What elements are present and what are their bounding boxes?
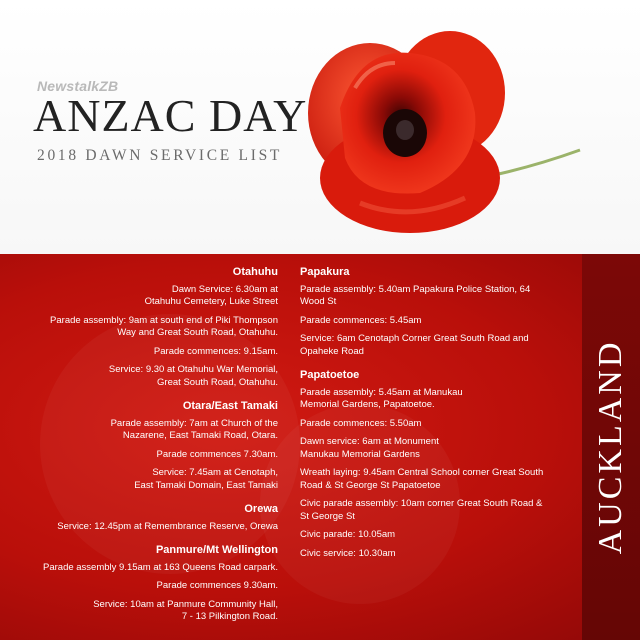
service-line: Parade commences 9.30am. <box>156 580 278 591</box>
poppy-image <box>300 18 600 254</box>
page-title: ANZAC DAY <box>33 90 308 141</box>
service-line: Service: 9.30 at Otahuhu War Memorial, Great South Road, Otahuhu. <box>108 364 278 388</box>
service-line: Parade commences: 5.45am <box>300 314 422 326</box>
page-subtitle: 2018 DAWN SERVICE LIST <box>37 147 283 164</box>
service-line: Dawn Service: 6.30am at Otahuhu Cemetery, Luke Street <box>144 283 278 307</box>
service-line: Parade assembly: 5.45am at Manukau Memorial Gardens, Papatoetoe. <box>300 386 463 410</box>
service-line: Service: 6am Cenotaph Corner Great South Road and Opaheke Road <box>300 333 529 357</box>
service-line: Parade assembly: 5.40am Papakura Police Station, 64 Wood St <box>300 283 531 307</box>
service-line: Service: 10am at Panmure Community Hall, 7 - 13 Pilkington Road. <box>93 598 278 622</box>
section-title-orewa: Orewa <box>244 503 278 515</box>
service-line: Service: 12.45pm at Remembrance Reserve, Orewa <box>57 520 278 532</box>
brand-logo: NewstalkZB <box>37 78 119 94</box>
service-line: Parade commences 7.30am. <box>156 448 278 460</box>
header <box>0 0 640 254</box>
section-title-otahuhu: Otahuhu <box>232 266 278 278</box>
section-title-papatoetoe: Papatoetoe <box>300 369 360 381</box>
service-line: Parade assembly 9.15am at 163 Queens Road carpark. <box>43 561 278 573</box>
left-column <box>22 266 278 630</box>
service-line: Parade assembly: 9am at south end of Piki Thompson Way and Great South Road, Otahuhu. <box>50 314 278 338</box>
region-label: AUCKLAND <box>592 339 629 555</box>
service-list-panel <box>0 254 640 640</box>
service-line: Service: 7.45am at Cenotaph, East Tamaki Domain, East Tamaki <box>134 467 278 491</box>
service-line: Civic service: 10.30am <box>300 547 396 559</box>
section-title-papakura: Papakura <box>300 266 350 278</box>
service-line: Parade commences: 9.15am. <box>153 345 278 357</box>
side-banner <box>582 254 640 640</box>
service-line: Civic parade: 10.05am <box>300 529 396 540</box>
service-line: Parade commences: 5.50am <box>300 417 422 429</box>
service-line: Civic parade assembly: 10am corner Great South Road & St George St <box>300 498 543 522</box>
section-title-otara: Otara/East Tamaki <box>182 400 278 412</box>
right-column <box>300 266 570 566</box>
service-line: Parade assembly: 7am at Church of the Nazarene, East Tamaki Road, Otara. <box>110 417 278 441</box>
service-line: Wreath laying: 9.45am Central School corner Great South Road & St George St Papatoetoe <box>300 467 544 491</box>
service-line: Dawn service: 6am at Monument Manukau Memorial Gardens <box>300 436 439 460</box>
section-title-panmure: Panmure/Mt Wellington <box>155 544 278 556</box>
